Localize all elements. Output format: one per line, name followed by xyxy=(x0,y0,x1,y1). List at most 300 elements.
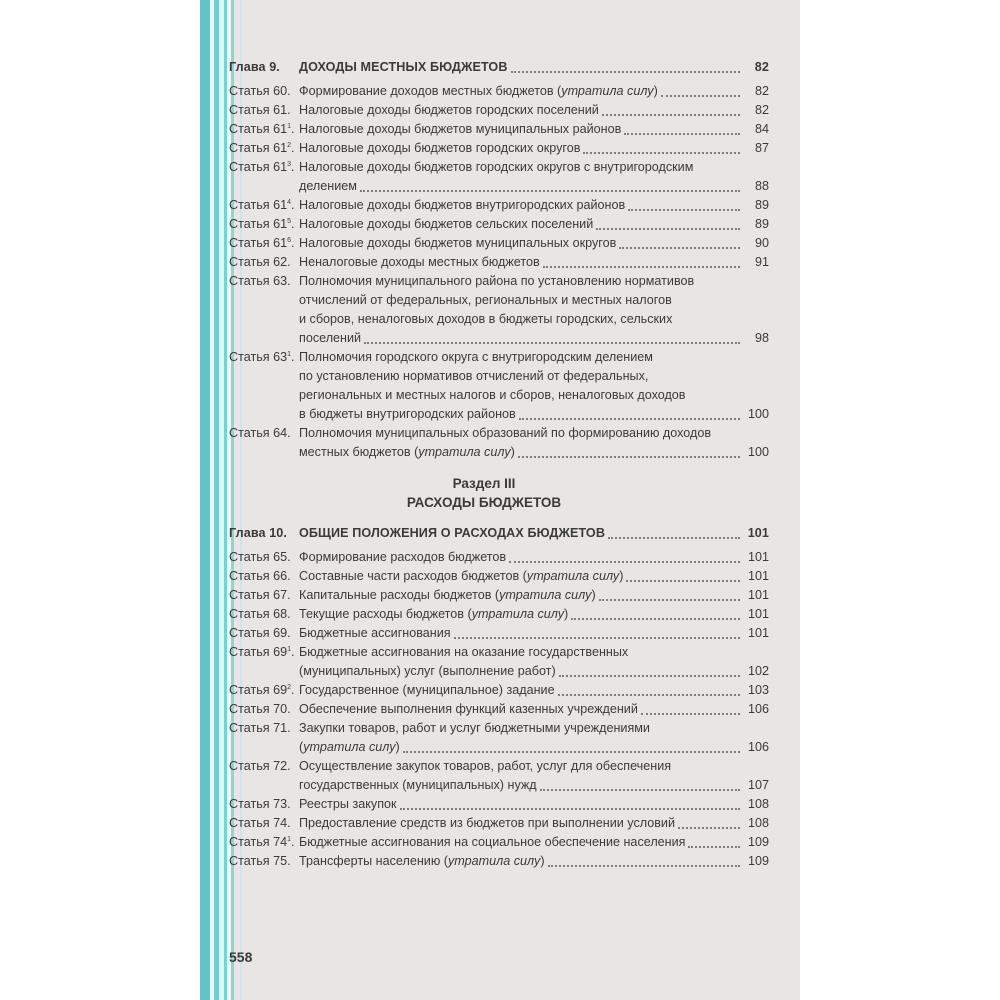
article-title-text: Формирование доходов местных бюджетов xyxy=(299,84,554,98)
article-last-line xyxy=(299,852,769,871)
article-page-number: 100 xyxy=(747,445,769,459)
article-title-text: Капитальные расходы бюджетов xyxy=(299,588,492,602)
article-text-block xyxy=(299,757,769,795)
toc-entry xyxy=(229,196,769,215)
article-title-text: Налоговые доходы бюджетов муниципальных районов xyxy=(299,122,622,136)
repealed-note: утратила силу xyxy=(526,569,620,583)
article-title: Текущие расходы бюджетов (утратила силу) xyxy=(299,607,569,621)
article-last-line xyxy=(299,795,769,814)
article-label: Статья $61^3$. xyxy=(229,160,295,174)
article-text-block xyxy=(299,424,769,462)
article-title xyxy=(299,139,580,158)
article-word: Статья xyxy=(229,816,270,830)
article-label xyxy=(229,852,299,871)
article-text-block xyxy=(299,586,769,605)
article-label: Статья $63^1$. xyxy=(229,350,295,364)
article-last-line xyxy=(299,833,769,852)
article-title-text: Бюджетные ассигнования xyxy=(299,626,451,640)
dot-leader xyxy=(559,666,740,677)
toc-entry xyxy=(229,215,769,234)
repealed-note: утратила силу xyxy=(561,84,654,98)
dot-leader xyxy=(628,200,740,211)
dot-leader xyxy=(548,856,740,867)
chapter-title: ОБЩИЕ ПОЛОЖЕНИЯ О РАСХОДАХ БЮДЖЕТОВ xyxy=(299,526,606,540)
dot-leader xyxy=(688,837,740,848)
chapter-body xyxy=(299,524,769,543)
article-text-block xyxy=(299,833,769,852)
article-title-text: делением xyxy=(299,179,357,193)
toc-entry xyxy=(229,348,769,424)
article-number: 61 xyxy=(273,160,288,174)
dot-leader xyxy=(678,818,740,829)
article-label xyxy=(229,424,299,443)
article-page-number: 106 xyxy=(747,702,769,716)
article-label xyxy=(229,272,299,291)
article-last-line xyxy=(299,234,769,253)
article-title-text: Налоговые доходы бюджетов внутригородских районов xyxy=(299,198,626,212)
repealed-note: утратила силу xyxy=(448,854,541,868)
article-page-number: 109 xyxy=(747,854,769,868)
dot-leader xyxy=(511,62,740,73)
toc-entry xyxy=(229,253,769,272)
dot-leader xyxy=(454,628,740,639)
article-title-text: Бюджетные ассигнования на социальное обеспечение населения xyxy=(299,835,686,849)
toc-entry xyxy=(229,719,769,757)
article-number: 63. xyxy=(273,274,291,288)
article-title-text: Текущие расходы бюджетов xyxy=(299,607,464,621)
chapter-body xyxy=(299,58,769,77)
article-text-block xyxy=(299,82,769,101)
dot-leader xyxy=(543,257,740,268)
toc-entry xyxy=(229,548,769,567)
article-superscript: 6 xyxy=(287,237,292,244)
article-superscript: 4 xyxy=(287,199,292,206)
toc-entry xyxy=(229,757,769,795)
chapter-heading-ch9 xyxy=(229,58,769,77)
article-number: 70. xyxy=(273,702,291,716)
article-label xyxy=(229,719,299,738)
article-title-line: Бюджетные ассигнования на оказание государственных xyxy=(299,645,629,659)
section-title: РАСХОДЫ БЮДЖЕТОВ xyxy=(406,495,562,510)
article-title-line: и сборов, неналоговых доходов в бюджеты городских, сельских xyxy=(299,312,673,326)
article-number: 63 xyxy=(273,350,288,364)
article-page-number: 88 xyxy=(754,179,769,193)
article-last-line xyxy=(299,253,769,272)
dot-leader xyxy=(596,219,740,230)
table-of-contents xyxy=(229,58,769,871)
toc-entry xyxy=(229,158,769,196)
article-word: Статья xyxy=(229,236,270,250)
article-number: 61 xyxy=(273,122,288,136)
article-page-number: 101 xyxy=(747,569,769,583)
article-title-text: Государственное (муниципальное) задание xyxy=(299,683,555,697)
article-page-number: 102 xyxy=(747,664,769,678)
dot-leader xyxy=(518,447,740,458)
article-text-block xyxy=(299,101,769,120)
article-title-line: отчислений от федеральных, региональных и местных налогов xyxy=(299,293,672,307)
article-label xyxy=(229,82,299,101)
article-superscript: 2 xyxy=(287,142,292,149)
article-title xyxy=(299,795,397,814)
article-title-line: Налоговые доходы бюджетов городских округов с внутригородским xyxy=(299,160,694,174)
article-last-line xyxy=(299,215,769,234)
article-last-line xyxy=(299,776,769,795)
article-word: Статья xyxy=(229,141,270,155)
article-superscript: 1 xyxy=(287,646,292,653)
article-title xyxy=(299,662,556,681)
article-number: 69 xyxy=(273,683,288,697)
article-page-number: 90 xyxy=(754,236,769,250)
article-last-line xyxy=(299,738,769,757)
repealed-note: утратила силу xyxy=(418,445,511,459)
article-number: 69. xyxy=(273,626,291,640)
article-last-line xyxy=(299,329,769,348)
article-page-number: 108 xyxy=(747,797,769,811)
article-title xyxy=(299,814,675,833)
article-word: Статья xyxy=(229,350,270,364)
article-word: Статья xyxy=(229,683,270,697)
article-last-line xyxy=(299,101,769,120)
article-title-line: Полномочия городского округа с внутригородским делением xyxy=(299,350,653,364)
article-number: 61. xyxy=(273,103,291,117)
toc-entry xyxy=(229,700,769,719)
article-title xyxy=(299,196,625,215)
dot-leader xyxy=(624,124,740,135)
article-last-line xyxy=(299,662,769,681)
article-superscript: 1 xyxy=(287,123,292,130)
article-superscript: 3 xyxy=(287,161,292,168)
article-text-block xyxy=(299,348,769,424)
article-number: 66. xyxy=(273,569,291,583)
toc-entry xyxy=(229,833,769,852)
toc-entry xyxy=(229,852,769,871)
article-title: (утратила силу) xyxy=(299,740,400,754)
article-title-line: Полномочия муниципальных образований по формированию доходов xyxy=(299,426,712,440)
section-heading xyxy=(229,474,769,512)
article-page-number: 101 xyxy=(747,626,769,640)
article-title-text: Составные части расходов бюджетов xyxy=(299,569,520,583)
article-word: Статья xyxy=(229,702,270,716)
article-label xyxy=(229,757,299,776)
article-last-line xyxy=(299,624,769,643)
toc-entry xyxy=(229,795,769,814)
article-word: Статья xyxy=(229,721,270,735)
article-page-number: 82 xyxy=(754,103,769,117)
article-label xyxy=(229,586,299,605)
article-superscript: 5 xyxy=(287,218,292,225)
dot-leader xyxy=(608,528,740,539)
article-word: Статья xyxy=(229,607,270,621)
dot-leader xyxy=(519,409,740,420)
dot-leader xyxy=(619,238,740,249)
article-number: 61 xyxy=(273,198,288,212)
article-word: Статья xyxy=(229,160,270,174)
article-text-block xyxy=(299,567,769,586)
article-word: Статья xyxy=(229,426,270,440)
toc-entry xyxy=(229,234,769,253)
dot-leader xyxy=(364,333,740,344)
article-title-text: Налоговые доходы бюджетов городских поселений xyxy=(299,103,599,117)
article-number: 71. xyxy=(273,721,291,735)
dot-leader xyxy=(360,181,740,192)
article-page-number: 100 xyxy=(747,407,769,421)
article-title-text: в бюджеты внутригородских районов xyxy=(299,407,516,421)
article-title xyxy=(299,681,555,700)
article-number: 61 xyxy=(273,236,288,250)
article-word: Статья xyxy=(229,645,270,659)
dot-leader xyxy=(602,105,740,116)
article-title: Составные части расходов бюджетов (утратила силу) xyxy=(299,569,624,583)
article-superscript: 1 xyxy=(287,351,292,358)
toc-entry xyxy=(229,424,769,462)
toc-entry xyxy=(229,567,769,586)
toc-entry xyxy=(229,586,769,605)
article-number: 60. xyxy=(273,84,291,98)
article-label: Статья $74^1$. xyxy=(229,835,295,849)
article-page-number: 89 xyxy=(754,198,769,212)
article-number: 74 xyxy=(273,835,288,849)
article-text-block xyxy=(299,234,769,253)
article-superscript: 1 xyxy=(287,836,292,843)
article-word: Статья xyxy=(229,274,270,288)
toc-entry xyxy=(229,82,769,101)
article-title xyxy=(299,405,516,424)
article-label xyxy=(229,253,299,272)
dot-leader xyxy=(400,799,740,810)
article-label: Статья $61^2$. xyxy=(229,141,295,155)
chapter-label: Глава 9. xyxy=(229,60,280,74)
article-last-line xyxy=(299,605,769,624)
article-word: Статья xyxy=(229,103,270,117)
article-last-line xyxy=(299,548,769,567)
article-word: Статья xyxy=(229,217,270,231)
article-title: местных бюджетов (утратила силу) xyxy=(299,445,515,459)
article-title-text: Налоговые доходы бюджетов муниципальных округов xyxy=(299,236,617,250)
article-last-line xyxy=(299,196,769,215)
article-title xyxy=(299,776,537,795)
article-text-block xyxy=(299,719,769,757)
article-label: Статья $69^1$. xyxy=(229,645,295,659)
article-number: 61 xyxy=(273,217,288,231)
toc-entry xyxy=(229,681,769,700)
article-page-number: 103 xyxy=(747,683,769,697)
article-text-block xyxy=(299,624,769,643)
article-page-number: 109 xyxy=(747,835,769,849)
article-last-line xyxy=(299,814,769,833)
article-number: 68. xyxy=(273,607,291,621)
chapter-heading-ch10 xyxy=(229,524,769,543)
article-label: Статья $69^2$. xyxy=(229,683,295,697)
toc-entry xyxy=(229,120,769,139)
article-text-block xyxy=(299,852,769,871)
article-title xyxy=(299,120,621,139)
article-label: Статья $61^6$. xyxy=(229,236,295,250)
page-number: 558 xyxy=(229,949,253,965)
article-label xyxy=(229,101,299,120)
article-title xyxy=(299,329,361,348)
article-text-block xyxy=(299,158,769,196)
article-title: Формирование доходов местных бюджетов (утратила силу) xyxy=(299,84,658,98)
dot-leader xyxy=(641,704,740,715)
article-label: Статья $61^1$. xyxy=(229,122,295,136)
article-text-block xyxy=(299,681,769,700)
dot-leader xyxy=(540,780,740,791)
article-text-block xyxy=(299,253,769,272)
article-title-text: государственных (муниципальных) нужд xyxy=(299,778,537,792)
dot-leader xyxy=(583,143,740,154)
article-title-line: по установлению нормативов отчислений от федеральных, xyxy=(299,369,649,383)
article-title-text: поселений xyxy=(299,331,362,345)
section-label: Раздел III xyxy=(452,476,516,491)
article-text-block xyxy=(299,196,769,215)
repealed-note: утратила силу xyxy=(499,588,592,602)
article-last-line xyxy=(299,681,769,700)
article-label xyxy=(229,700,299,719)
article-superscript: 2 xyxy=(287,684,292,691)
article-text-block xyxy=(299,605,769,624)
article-label: Статья $61^4$. xyxy=(229,198,295,212)
article-page-number: 101 xyxy=(747,588,769,602)
toc-entry xyxy=(229,624,769,643)
article-page-number: 107 xyxy=(747,778,769,792)
dot-leader xyxy=(509,552,740,563)
toc-entry xyxy=(229,643,769,681)
repealed-note: утратила силу xyxy=(471,607,565,621)
article-title xyxy=(299,833,685,852)
article-title xyxy=(299,177,357,196)
toc-entry xyxy=(229,814,769,833)
article-word: Статья xyxy=(229,84,270,98)
article-label xyxy=(229,624,299,643)
article-label: Статья $61^5$. xyxy=(229,217,295,231)
article-page-number: 82 xyxy=(754,84,769,98)
article-last-line xyxy=(299,586,769,605)
article-last-line xyxy=(299,405,769,424)
article-label xyxy=(229,605,299,624)
article-title-text: местных бюджетов xyxy=(299,445,411,459)
article-text-block xyxy=(299,215,769,234)
article-page-number: 98 xyxy=(754,331,769,345)
article-last-line xyxy=(299,139,769,158)
chapter-title: ДОХОДЫ МЕСТНЫХ БЮДЖЕТОВ xyxy=(299,60,508,74)
dot-leader xyxy=(661,86,740,97)
article-page-number: 106 xyxy=(747,740,769,754)
chapter-page-number: 82 xyxy=(754,60,769,74)
article-title-text: Налоговые доходы бюджетов городских округов xyxy=(299,141,581,155)
article-number: 61 xyxy=(273,141,288,155)
article-text-block xyxy=(299,700,769,719)
article-page-number: 101 xyxy=(747,550,769,564)
article-title xyxy=(299,253,540,272)
article-page-number: 101 xyxy=(747,607,769,621)
article-page-number: 91 xyxy=(754,255,769,269)
article-title-text: Трансферты населению xyxy=(299,854,441,868)
article-word: Статья xyxy=(229,835,270,849)
article-title xyxy=(299,234,616,253)
article-title-line: Осуществление закупок товаров, работ, услуг для обеспечения xyxy=(299,759,672,773)
repealed-note: утратила силу xyxy=(303,740,396,754)
article-word: Статья xyxy=(229,626,270,640)
article-title xyxy=(299,101,599,120)
toc-entry xyxy=(229,101,769,120)
article-title-text: (муниципальных) услуг (выполнение работ) xyxy=(299,664,556,678)
article-title-text: Обеспечение выполнения функций казенных учреждений xyxy=(299,702,638,716)
dot-leader xyxy=(558,685,740,696)
article-title-text: Формирование расходов бюджетов xyxy=(299,550,507,564)
article-page-number: 108 xyxy=(747,816,769,830)
article-word: Статья xyxy=(229,759,270,773)
article-title-line: Закупки товаров, работ и услуг бюджетными учреждениями xyxy=(299,721,650,735)
article-number: 64. xyxy=(273,426,291,440)
article-word: Статья xyxy=(229,588,270,602)
chapter-label: Глава 10. xyxy=(229,526,288,540)
article-number: 72. xyxy=(273,759,291,773)
article-label xyxy=(229,795,299,814)
article-last-line xyxy=(299,567,769,586)
article-word: Статья xyxy=(229,854,270,868)
dot-leader xyxy=(626,571,740,582)
article-text-block xyxy=(299,120,769,139)
article-last-line xyxy=(299,120,769,139)
article-label xyxy=(229,567,299,586)
toc-entry xyxy=(229,605,769,624)
article-title: Капитальные расходы бюджетов (утратила силу) xyxy=(299,588,596,602)
article-title-line: региональных и местных налогов и сборов, неналоговых доходов xyxy=(299,388,686,402)
article-label xyxy=(229,814,299,833)
article-label xyxy=(229,548,299,567)
article-number: 67. xyxy=(273,588,291,602)
article-last-line xyxy=(299,443,769,462)
article-number: 65. xyxy=(273,550,291,564)
article-word: Статья xyxy=(229,198,270,212)
article-word: Статья xyxy=(229,255,270,269)
article-word: Статья xyxy=(229,569,270,583)
article-title xyxy=(299,700,638,719)
article-text-block xyxy=(299,139,769,158)
article-title-text: Неналоговые доходы местных бюджетов xyxy=(299,255,540,269)
article-last-line xyxy=(299,700,769,719)
article-title-text: Реестры закупок xyxy=(299,797,397,811)
article-number: 75. xyxy=(273,854,291,868)
article-word: Статья xyxy=(229,550,270,564)
chapter-page-number: 101 xyxy=(747,526,769,540)
article-text-block xyxy=(299,814,769,833)
article-word: Статья xyxy=(229,122,270,136)
article-last-line xyxy=(299,82,769,101)
toc-entry xyxy=(229,139,769,158)
article-title-text: Предоставление средств из бюджетов при выполнении условий xyxy=(299,816,675,830)
dot-leader xyxy=(403,742,740,753)
article-page-number: 89 xyxy=(754,217,769,231)
toc-entry xyxy=(229,272,769,348)
article-title xyxy=(299,548,506,567)
article-page-number: 87 xyxy=(754,141,769,155)
article-word: Статья xyxy=(229,797,270,811)
article-title xyxy=(299,624,451,643)
article-title xyxy=(299,215,593,234)
article-title: Трансферты населению (утратила силу) xyxy=(299,854,545,868)
article-page-number: 84 xyxy=(754,122,769,136)
article-number: 69 xyxy=(273,645,288,659)
article-text-block xyxy=(299,272,769,348)
article-text-block xyxy=(299,643,769,681)
dot-leader xyxy=(599,590,740,601)
article-number: 62. xyxy=(273,255,291,269)
article-last-line xyxy=(299,177,769,196)
article-text-block xyxy=(299,548,769,567)
article-number: 73. xyxy=(273,797,291,811)
dot-leader xyxy=(571,609,740,620)
